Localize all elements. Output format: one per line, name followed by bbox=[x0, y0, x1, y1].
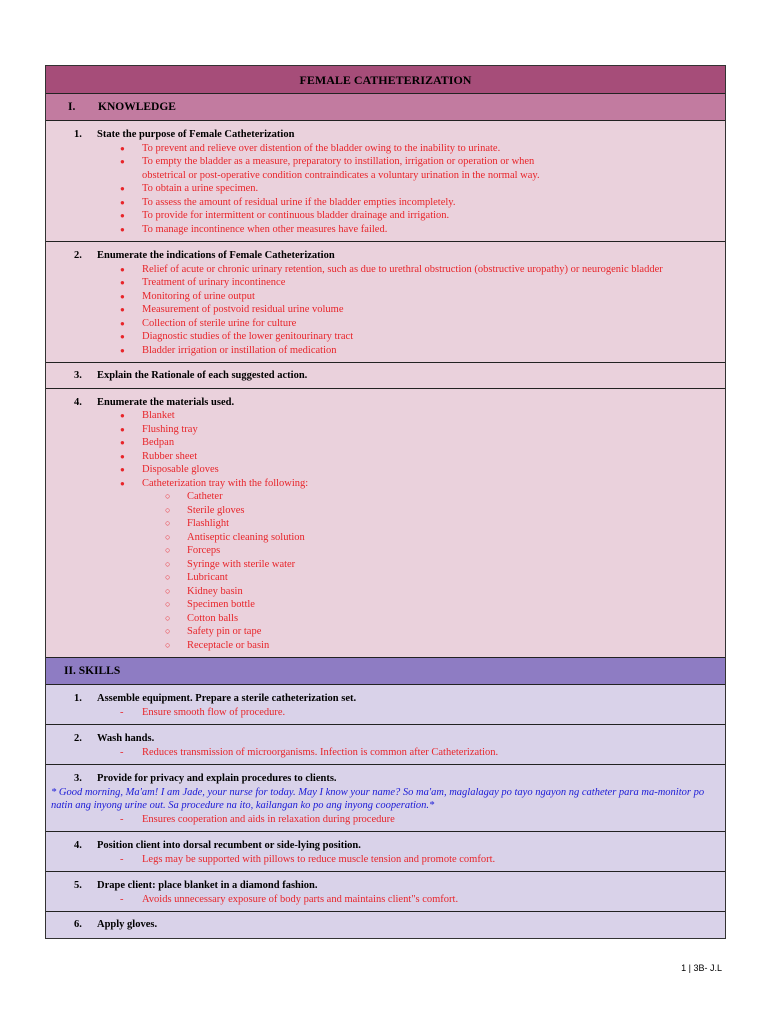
list-item-continuation: obstetrical or post-operative condition contraindicates a voluntary urination in the normal way. bbox=[142, 169, 540, 181]
page-footer: 1 | 3B- J.L bbox=[681, 963, 722, 973]
list-item: ● To assess the amount of residual urine if the bladder empties incompletely. bbox=[46, 196, 725, 210]
sub-list-item: ○ Cotton balls bbox=[46, 612, 725, 626]
list-item: ● Bladder irrigation or instillation of medication bbox=[46, 344, 725, 358]
skill-step-1 bbox=[46, 685, 725, 725]
rationale-text: - Avoids unnecessary exposure of body parts and maintains client"s comfort. bbox=[46, 893, 725, 907]
knowledge-item-3 bbox=[46, 363, 725, 389]
step-text: 2. Wash hands. bbox=[74, 733, 155, 744]
rationale-text: - Ensures cooperation and aids in relaxation during procedure bbox=[46, 813, 725, 827]
sub-list-item: ○ Catheter bbox=[46, 490, 725, 504]
step-text: 6. Apply gloves. bbox=[74, 919, 158, 930]
catheterization-table bbox=[45, 65, 726, 939]
rationale-text: - Legs may be supported with pillows to reduce muscle tension and promote comfort. bbox=[46, 853, 725, 867]
step-text: 3. Provide for privacy and explain procedures to clients. bbox=[74, 773, 337, 784]
sub-list-item: ○ Flashlight bbox=[46, 517, 725, 531]
skills-section-header: II. SKILLS bbox=[46, 658, 725, 685]
skill-step-6 bbox=[46, 912, 725, 938]
list-item: ● Diagnostic studies of the lower genitourinary tract bbox=[46, 330, 725, 344]
list-item: ● To prevent and relieve over distention of the bladder owing to the inability to urinate. bbox=[46, 142, 725, 156]
step-text: 1. Assemble equipment. Prepare a sterile catheterization set. bbox=[74, 693, 357, 704]
step-text: 5. Drape client: place blanket in a diamond fashion. bbox=[74, 880, 318, 891]
knowledge-item-1 bbox=[46, 121, 725, 242]
sub-list-item: ○ Sterile gloves bbox=[46, 504, 725, 518]
section-heading: KNOWLEDGE bbox=[98, 101, 176, 113]
knowledge-section-header bbox=[46, 94, 725, 121]
question: 2. Enumerate the indications of Female Catheterization bbox=[74, 250, 335, 261]
list-item: ● Monitoring of urine output bbox=[46, 290, 725, 304]
knowledge-item-2 bbox=[46, 242, 725, 363]
rationale-text: - Reduces transmission of microorganisms. Infection is common after Catheterization. bbox=[46, 746, 725, 760]
list-item: ● Collection of sterile urine for culture bbox=[46, 317, 725, 331]
question: 3. Explain the Rationale of each suggested action. bbox=[74, 370, 308, 381]
list-item: ● To empty the bladder as a measure, preparatory to instillation, irrigation or operation or when bbox=[46, 155, 725, 169]
sub-list-item: ○ Syringe with sterile water bbox=[46, 558, 725, 572]
section-numeral: I. bbox=[68, 101, 76, 113]
skill-step-3 bbox=[46, 765, 725, 832]
knowledge-item-4 bbox=[46, 389, 725, 659]
document-title: FEMALE CATHETERIZATION bbox=[46, 66, 725, 94]
indications-list bbox=[46, 263, 725, 358]
list-item: ● Bedpan bbox=[46, 436, 725, 450]
list-item: ● To manage incontinence when other measures have failed. bbox=[46, 223, 725, 237]
skill-step-2 bbox=[46, 725, 725, 765]
sub-list-item: ○ Receptacle or basin bbox=[46, 639, 725, 653]
sub-list-item: ○ Forceps bbox=[46, 544, 725, 558]
list-item: ● Blanket bbox=[46, 409, 725, 423]
sub-list-item: ○ Kidney basin bbox=[46, 585, 725, 599]
list-item: ● To obtain a urine specimen. bbox=[46, 182, 725, 196]
question: 4. Enumerate the materials used. bbox=[74, 396, 235, 408]
list-item: ● Flushing tray bbox=[46, 423, 725, 437]
question: 1. State the purpose of Female Catheterization bbox=[74, 129, 295, 140]
purpose-list bbox=[46, 142, 725, 237]
list-item: ● Disposable gloves bbox=[46, 463, 725, 477]
list-item: ● To provide for intermittent or continuous bladder drainage and irrigation. bbox=[46, 209, 725, 223]
list-item: ● Treatment of urinary incontinence bbox=[46, 276, 725, 290]
materials-list bbox=[46, 409, 725, 652]
sub-list-item: ○ Safety pin or tape bbox=[46, 625, 725, 639]
skill-step-4 bbox=[46, 832, 725, 872]
skill-step-5 bbox=[46, 872, 725, 912]
sub-list-item: ○ Specimen bottle bbox=[46, 598, 725, 612]
list-item: ● Measurement of postvoid residual urine volume bbox=[46, 303, 725, 317]
step-text: 4. Position client into dorsal recumbent or side-lying position. bbox=[74, 840, 361, 851]
sub-list-item: ○ Lubricant bbox=[46, 571, 725, 585]
rationale-text: - Ensure smooth flow of procedure. bbox=[46, 706, 725, 720]
list-item: ● Relief of acute or chronic urinary retention, such as due to urethral obstruction (obstructive uropathy) or neurogenic bladder bbox=[46, 263, 725, 277]
nurse-script-note: * Good morning, Ma'am! I am Jade, your nurse for today. May I know your name? So ma'am, maglalagay po tayo ngayon ng catheter para ma-monitor po natin ang inyong urine out. Sa procedure na ito, kailangan ko po ang inyong cooperation.* bbox=[51, 786, 705, 811]
list-item: ● Catheterization tray with the following: bbox=[46, 477, 725, 491]
sub-list-item: ○ Antiseptic cleaning solution bbox=[46, 531, 725, 545]
list-item: ● Rubber sheet bbox=[46, 450, 725, 464]
